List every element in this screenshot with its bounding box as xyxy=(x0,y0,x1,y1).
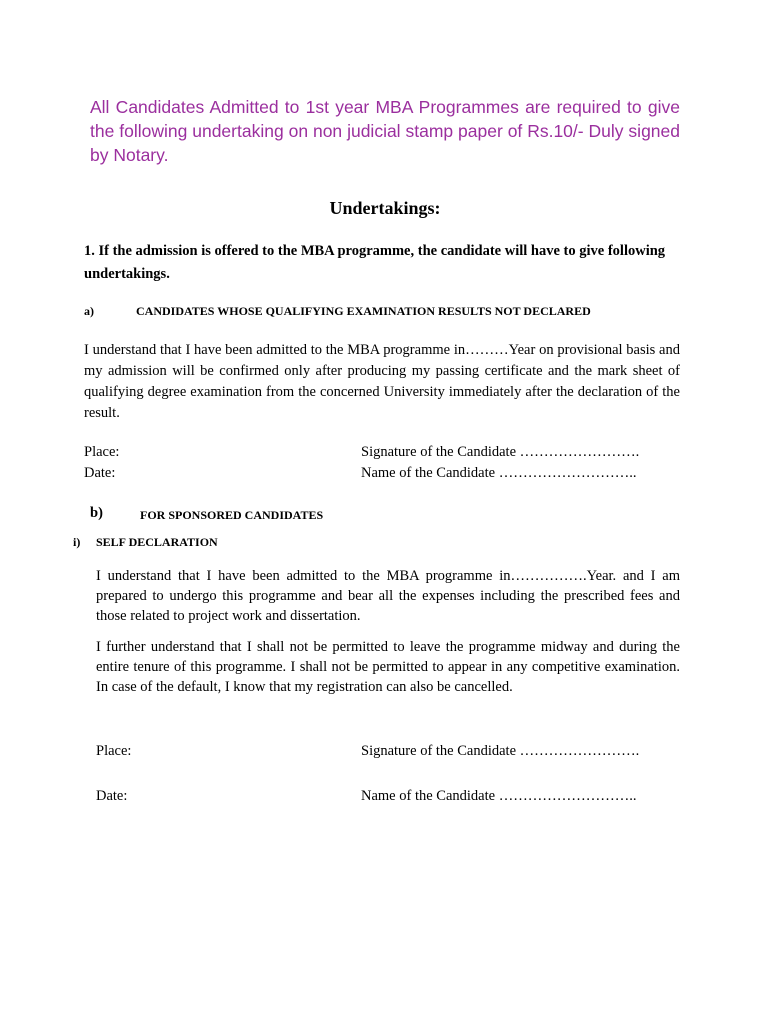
section-b-paragraph-2: I further understand that I shall not be permitted to leave the programme midway and during the entire tenure of this programme. I shall not be permitted to appear in any competitive examination. In case of the default, I know that my registration can also be cancelled. xyxy=(96,639,680,695)
section-b-i-heading: SELF DECLARATION xyxy=(96,535,218,549)
section-b-name-label: Name of the Candidate ……………………….. xyxy=(361,788,637,804)
section-b-place-label: Place: xyxy=(96,743,132,759)
section-a-heading: CANDIDATES WHOSE QUALIFYING EXAMINATION RESULTS NOT DECLARED xyxy=(136,304,591,318)
section-a-place-label: Place: xyxy=(84,444,120,460)
section-b-signature-label: Signature of the Candidate ……………………. xyxy=(361,743,640,759)
section-a-date-label: Date: xyxy=(84,465,116,481)
section-b-paragraph-1: I understand that I have been admitted to the MBA programme in…………….Year. and I am prepared to undergo this programme and bear all the expenses including the prescribed fees and those related to project work and dissertation. xyxy=(96,568,680,624)
section-a-paragraph: I understand that I have been admitted to the MBA programme in………Year on provisional basis and my admission will be confirmed only after producing my passing certificate and the mark sheet of qualifying degree examination from the concerned University immediately after the declaration of the result. xyxy=(84,342,680,421)
section-b-heading: FOR SPONSORED CANDIDATES xyxy=(140,508,324,522)
stamp-paper-notice: All Candidates Admitted to 1st year MBA Programmes are required to give the following undertaking on non judicial stamp paper of Rs.10/- Duly signed by Notary. xyxy=(90,97,680,165)
section-a-name-label: Name of the Candidate ……………………….. xyxy=(361,465,637,481)
page-title: Undertakings: xyxy=(329,198,441,218)
clause-1: 1. If the admission is offered to the MBA programme, the candidate will have to give following undertakings. xyxy=(84,243,666,282)
section-a-marker: a) xyxy=(84,304,94,318)
section-b-i-marker: i) xyxy=(73,535,81,549)
section-b-date-label: Date: xyxy=(96,788,128,804)
section-a-signature-label: Signature of the Candidate ……………………. xyxy=(361,444,640,460)
section-b-marker: b) xyxy=(90,505,103,521)
